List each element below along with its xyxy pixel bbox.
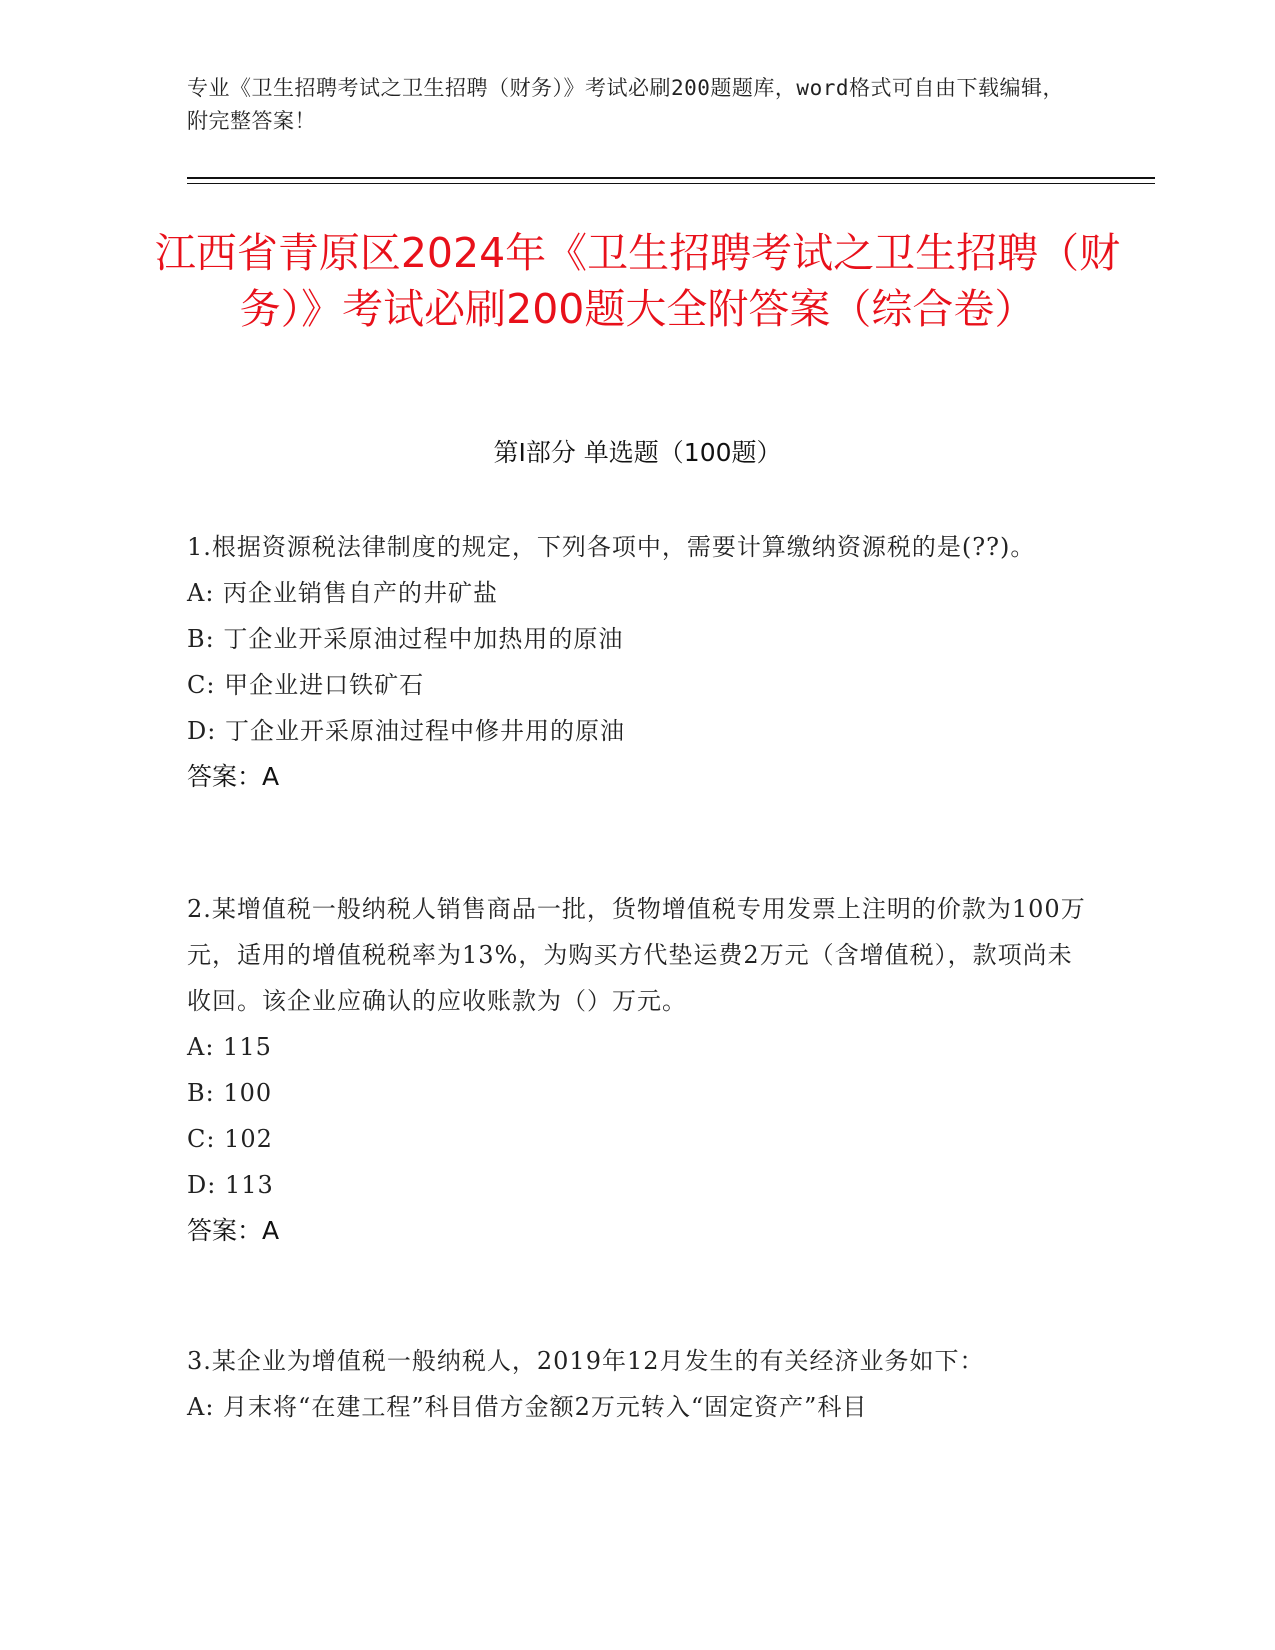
- question-3: [187, 1338, 1087, 1430]
- option-b: B: 丁企业开采原油过程中加热用的原油: [187, 625, 624, 653]
- section-heading: 第Ⅰ部分 单选题（100题）: [493, 438, 782, 467]
- header-divider-thin: [187, 183, 1155, 184]
- question-2: [187, 886, 1087, 1254]
- question-stem: 2.某增值税一般纳税人销售商品一批，货物增值税专用发票上注明的价款为100万元，适用的增值税税率为13%，为购买方代垫运费2万元（含增值税），款项尚未收回。该企业应确认的应收账款为（）万元。: [187, 895, 1086, 1015]
- answer-label: 答案：A: [187, 1216, 280, 1245]
- option-c: C: 102: [187, 1125, 273, 1153]
- option-a: A: 月末将“在建工程”科目借方金额2万元转入“固定资产”科目: [187, 1393, 868, 1421]
- option-c: C: 甲企业进口铁矿石: [187, 671, 425, 699]
- header-divider-thick: [187, 177, 1155, 179]
- header-note: 专业《卫生招聘考试之卫生招聘（财务）》考试必刷200题题库，word格式可自由下载编辑，附完整答案！: [187, 76, 1064, 133]
- question-stem: 1.根据资源税法律制度的规定，下列各项中，需要计算缴纳资源税的是(??)。: [187, 533, 1036, 561]
- option-a: A: 115: [187, 1033, 272, 1061]
- document-title: 江西省青原区2024年《卫生招聘考试之卫生招聘（财务）》考试必刷200题大全附答案（综合卷）: [154, 229, 1121, 333]
- question-1: [187, 524, 1087, 800]
- option-b: B: 100: [187, 1079, 273, 1107]
- question-stem: 3.某企业为增值税一般纳税人，2019年12月发生的有关经济业务如下：: [187, 1347, 985, 1375]
- option-d: D: 丁企业开采原油过程中修井用的原油: [187, 717, 625, 745]
- option-a: A: 丙企业销售自产的井矿盐: [187, 579, 499, 607]
- option-d: D: 113: [187, 1171, 274, 1199]
- answer-label: 答案：A: [187, 762, 280, 791]
